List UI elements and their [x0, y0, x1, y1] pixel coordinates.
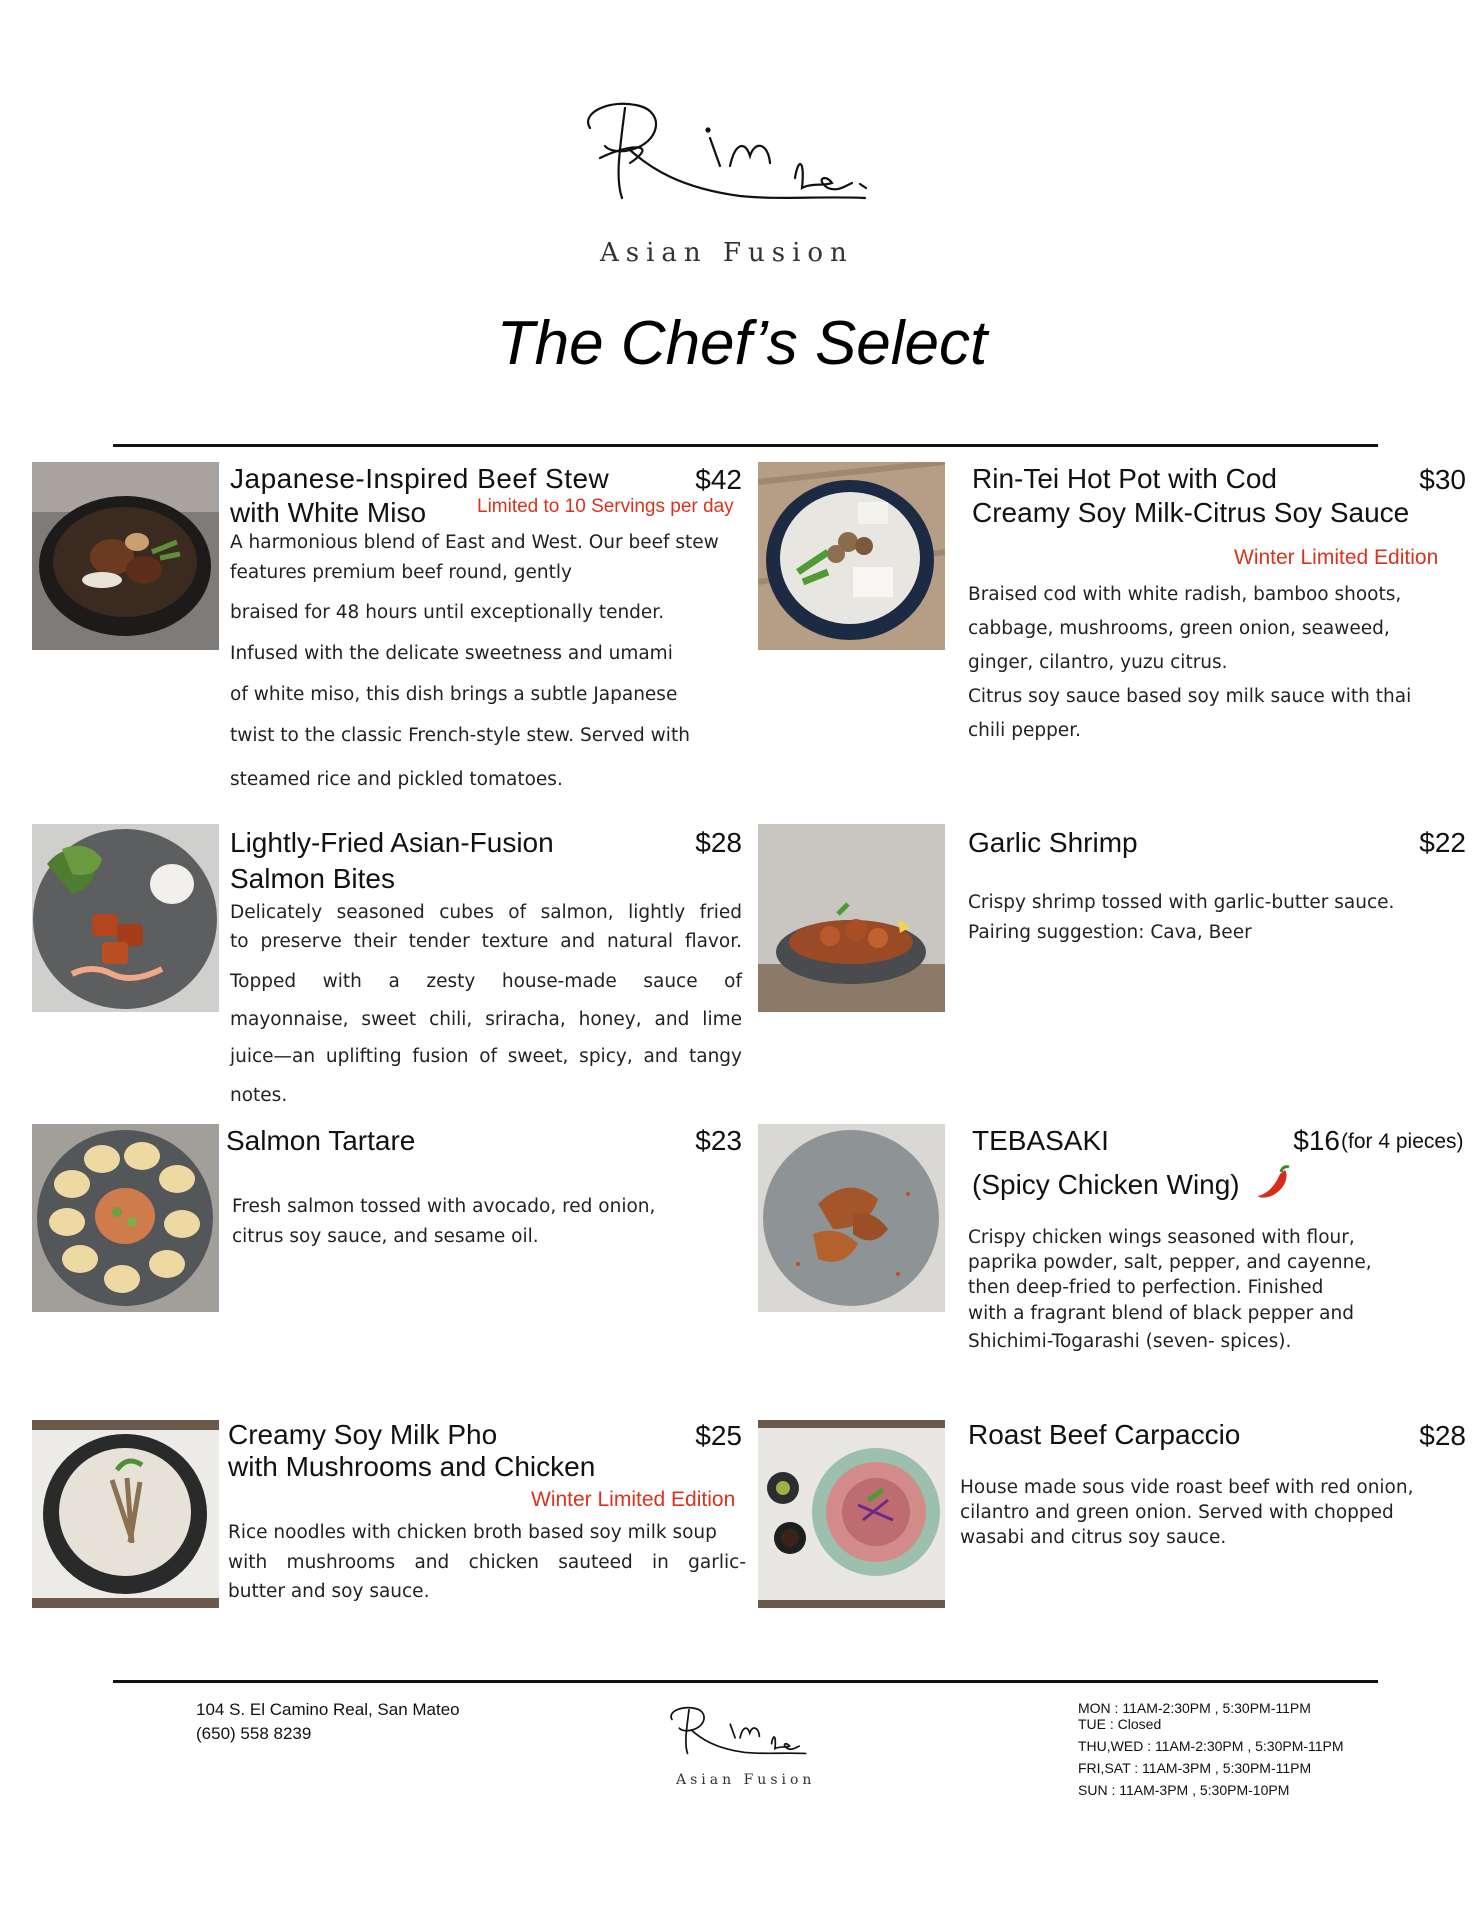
item-name-line: with White Miso [230, 497, 427, 528]
desc-line: Citrus soy sauce based soy milk sauce with thai [968, 686, 1412, 707]
desc-line: A harmonious blend of East and West. Our beef stew [230, 532, 719, 553]
desc-line: twist to the classic French-style stew. Served with [230, 725, 690, 746]
item-price: $16 [1293, 1125, 1340, 1156]
footer-phone: (650) 558 8239 [196, 1724, 312, 1743]
desc-line: ginger, cilantro, yuzu citrus. [968, 652, 1228, 673]
desc-line: Shichimi-Togarashi (seven- spices). [968, 1331, 1292, 1352]
item-name-line: Japanese-Inspired Beef Stew [230, 463, 610, 494]
item-note: Winter Limited Edition [1234, 546, 1439, 569]
item-description [968, 1226, 1438, 1356]
desc-line: notes. [230, 1085, 288, 1106]
hot-pot-photo [758, 462, 945, 650]
item-name-line: TEBASAKI [972, 1125, 1109, 1156]
item-price: $42 [695, 464, 742, 495]
desc-line: steamed rice and pickled tomatoes. [230, 769, 563, 790]
footer-hours-line: SUN : 11AM-3PM , 5:30PM-10PM [1078, 1782, 1290, 1798]
item-description [968, 582, 1438, 752]
desc-line: Topped with a zesty house-made sauce of [230, 971, 742, 992]
item-price: $28 [695, 827, 742, 858]
footer-address: 104 S. El Camino Real, San Mateo [196, 1700, 460, 1719]
item-name-line: Garlic Shrimp [968, 827, 1138, 858]
item-description [228, 1520, 746, 1609]
desc-line: juice—an uplifting fusion of sweet, spicy, and tangy [230, 1046, 742, 1067]
desc-line: with a fragrant blend of black pepper and [968, 1303, 1354, 1324]
item-name-line: Lightly-Fried Asian-Fusion [230, 827, 554, 858]
item-name-line: Salmon Tartare [226, 1125, 416, 1156]
item-name-line: Roast Beef Carpaccio [968, 1419, 1241, 1450]
salmon-bites-photo [32, 824, 219, 1012]
footer-hours-line: MON : 11AM-2:30PM , 5:30PM-11PM [1078, 1700, 1311, 1716]
item-name-line: Creamy Soy Milk Pho [228, 1419, 498, 1450]
desc-line: features premium beef round, gently [230, 562, 572, 583]
item-description [960, 1476, 1440, 1551]
item-description [232, 1194, 742, 1254]
desc-line: then deep-fried to perfection. Finished [968, 1277, 1324, 1298]
desc-line: with mushrooms and chicken sauteed in garlic- [228, 1552, 746, 1573]
footer-hours-line: FRI,SAT : 11AM-3PM , 5:30PM-11PM [1078, 1760, 1312, 1776]
desc-line: Crispy chicken wings seasoned with flour, [968, 1227, 1355, 1248]
header-tagline: Asian Fusion [600, 238, 854, 268]
item-price: $30 [1419, 464, 1466, 495]
desc-line: of white miso, this dish brings a subtle Japanese [230, 684, 678, 705]
item-price: $28 [1419, 1420, 1466, 1451]
chili-pepper-icon [1255, 1164, 1295, 1202]
salmon-tartare-photo [32, 1124, 219, 1312]
header-logo-icon [570, 88, 890, 228]
desc-line: mayonnaise, sweet chili, sriracha, honey, and lime [230, 1009, 742, 1030]
item-name-line: with Mushrooms and Chicken [228, 1451, 596, 1482]
desc-line: Braised cod with white radish, bamboo shoots, [968, 584, 1402, 605]
desc-line: Crispy shrimp tossed with garlic-butter sauce. [968, 892, 1395, 913]
desc-line: butter and soy sauce. [228, 1581, 430, 1602]
desc-line: cabbage, mushrooms, green onion, seaweed, [968, 618, 1390, 639]
desc-line: House made sous vide roast beef with red onion, [960, 1477, 1414, 1498]
item-description [230, 900, 742, 1113]
desc-line: cilantro and green onion. Served with chopped [960, 1502, 1394, 1523]
desc-line: braised for 48 hours until exceptionally tender. [230, 602, 665, 623]
bottom-divider [113, 1680, 1378, 1683]
tebasaki-photo [758, 1124, 945, 1312]
footer-logo-icon [660, 1700, 820, 1768]
desc-line: Rice noodles with chicken broth based soy milk soup [228, 1522, 717, 1543]
top-divider [113, 444, 1378, 447]
soy-milk-pho-photo [32, 1420, 219, 1608]
item-note: Winter Limited Edition [531, 1488, 736, 1511]
item-description [968, 890, 1438, 950]
footer-hours-line: TUE : Closed [1078, 1716, 1162, 1732]
item-description [230, 530, 750, 797]
price-suffix: (for 4 pieces) [1341, 1130, 1464, 1153]
roast-beef-carpaccio-photo [758, 1420, 945, 1608]
item-price: $25 [695, 1420, 742, 1451]
item-price: $23 [695, 1125, 742, 1156]
beef-stew-photo [32, 462, 219, 650]
desc-line: chili pepper. [968, 720, 1081, 741]
desc-line: Pairing suggestion: Cava, Beer [968, 922, 1252, 943]
desc-line: to preserve their tender texture and natural flavor. [230, 931, 742, 952]
item-name-line: Creamy Soy Milk-Citrus Soy Sauce [972, 497, 1410, 528]
item-note: Limited to 10 Servings per day [477, 496, 734, 517]
footer-hours-line: THU,WED : 11AM-2:30PM , 5:30PM-11PM [1078, 1738, 1344, 1754]
footer-tagline: Asian Fusion [676, 1772, 816, 1788]
desc-line: Fresh salmon tossed with avocado, red onion, [232, 1196, 656, 1217]
desc-line: Delicately seasoned cubes of salmon, lightly fried [230, 902, 742, 923]
item-price: $22 [1419, 827, 1466, 858]
desc-line: paprika powder, salt, pepper, and cayenne, [968, 1252, 1372, 1273]
garlic-shrimp-photo [758, 824, 945, 1012]
page-title: The Chef’s Select [496, 309, 988, 378]
desc-line: Infused with the delicate sweetness and umami [230, 643, 673, 664]
item-name-line: Salmon Bites [230, 863, 395, 894]
desc-line: wasabi and citrus soy sauce. [960, 1527, 1227, 1548]
item-name-line: (Spicy Chicken Wing) [972, 1169, 1240, 1200]
desc-line: citrus soy sauce, and sesame oil. [232, 1226, 539, 1247]
item-name-line: Rin-Tei Hot Pot with Cod [972, 463, 1278, 494]
